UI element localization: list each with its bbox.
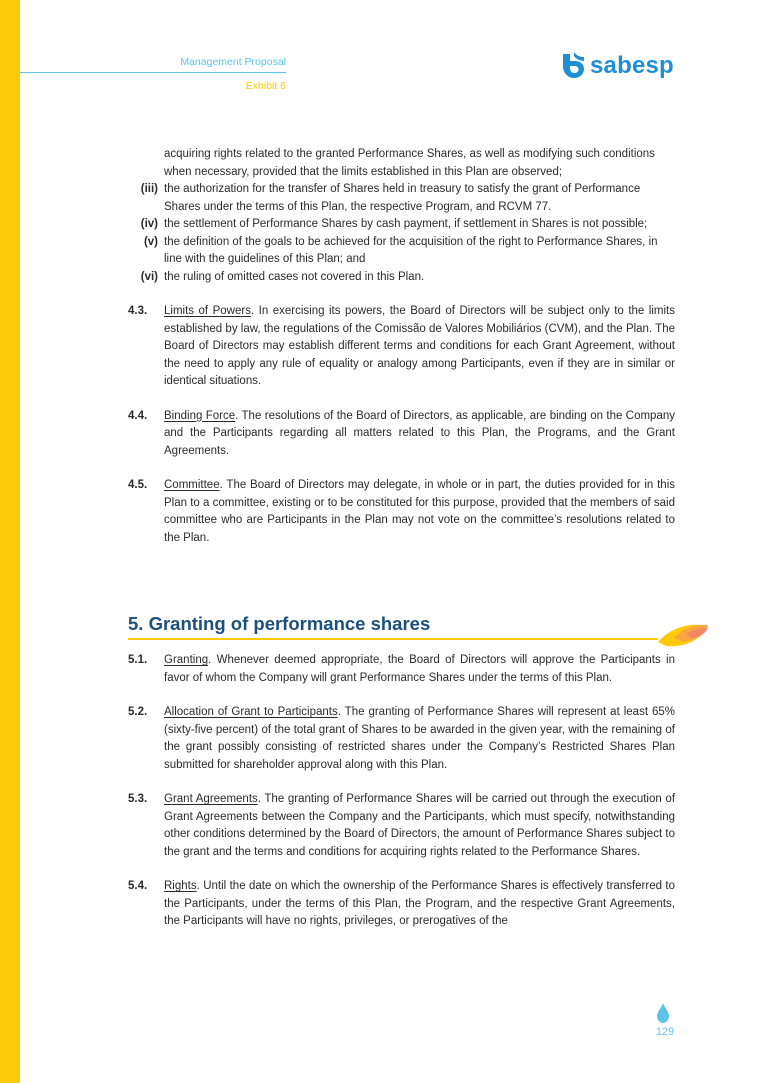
clause-4-4 [128, 408, 675, 461]
body-upper [128, 146, 675, 547]
list-item-number: (v) [143, 235, 158, 248]
clause-number: 4.4. [128, 409, 148, 422]
clause-heading: Rights [164, 880, 197, 892]
list-item [143, 234, 675, 269]
clause-number: 4.3. [128, 305, 148, 317]
clause-4-5 [128, 477, 675, 547]
sabesp-logo [560, 50, 674, 82]
clause-number: 5.4. [128, 880, 148, 892]
list-item-number: (iii) [140, 183, 158, 195]
header-subtitle: Exhibit 6 [245, 80, 286, 92]
clause-4-3 [128, 303, 675, 391]
list-item-text: the authorization for the transfer of Shares held in treasury to satisfy the grant of Performance Shares under the terms of this Plan, the respective Program, and RCVM 77. [164, 183, 641, 213]
water-drop-icon [656, 1003, 670, 1023]
section-divider [128, 638, 658, 640]
logo-text: sabesp [590, 52, 674, 79]
list-item [140, 269, 675, 287]
clause-heading: Limits of Powers [164, 305, 251, 317]
clause-body: . Until the date on which the ownership of the Performance Shares is effectively transferred to the Participants, under the terms of this Plan, the Program, and the respective Grant Agreements, the Participants will have no rights, privileges, or prerogatives of the [164, 880, 675, 927]
clause-number: 5.1. [128, 654, 148, 666]
continuation-text: acquiring rights related to the granted Performance Shares, as well as modifying such conditions when necessary, provided that the limits established in this Plan are observed; [164, 148, 655, 178]
clause-5-1 [128, 652, 675, 687]
list-item [140, 216, 675, 234]
clause-heading: Binding Force [164, 409, 236, 422]
header-divider [20, 72, 286, 73]
header-title: Management Proposal [180, 56, 286, 68]
list-item-text: the ruling of omitted cases not covered in this Plan. [164, 270, 425, 283]
clause-body: . The granting of Performance Shares will be carried out through the execution of Grant Agreements between the Company and the Participants, which must specify, notwithstanding other conditions determined by the Board of Directors, the amount of Performance Shares subject to the grant and the terms and conditions for acquiring rights related to the Performance Shares. [164, 793, 676, 858]
clause-5-2 [128, 704, 675, 774]
clause-body: . The resolutions of the Board of Directors, as applicable, are binding on the Company and the Participants regarding all matters related to this Plan, the Programs, and the Grant Agreements. [164, 409, 675, 457]
list-item [140, 181, 675, 216]
list-item-text: the definition of the goals to be achieved for the acquisition of the right to Performance Shares, in line with the guidelines of this Plan; and [164, 235, 658, 265]
clause-5-4 [128, 878, 675, 931]
clause-body: . The Board of Directors may delegate, in whole or in part, the duties provided for in this Plan to a committee, existing or to be constituted for this purpose, provided that the members of said committee who are Participants in the Plan may not vote on the committee’s resolutions related to the Plan. [164, 479, 675, 544]
clause-heading: Granting [164, 654, 209, 666]
decorative-leaf-icon [656, 620, 710, 650]
list-item-number: (vi) [140, 270, 158, 283]
clause-number: 4.5. [128, 479, 148, 491]
clause-5-3 [128, 791, 675, 861]
clause-heading: Grant Agreements [164, 793, 258, 805]
list-item-text: the settlement of Performance Shares by cash payment, if settlement in Shares is not possible; [164, 218, 648, 230]
clause-number: 5.2. [128, 706, 148, 718]
side-accent-bar [0, 0, 20, 1083]
clause-heading: Committee [164, 479, 220, 491]
roman-list [128, 181, 675, 286]
list-item-number: (iv) [140, 218, 158, 230]
clause-body: . Whenever deemed appropriate, the Board of Directors will approve the Participants in favor of whom the Company will grant Performance Shares under the terms of this Plan. [164, 654, 675, 684]
sabesp-logo-icon [560, 52, 586, 80]
body-section-5 [128, 652, 675, 931]
page-number: 129 [655, 1026, 675, 1038]
clause-body: . The granting of Performance Shares will represent at least 65% (sixty-five percent) of the total grant of Shares to be awarded in the given year, with the remaining of the grant possibly consisting of restricted shares under the Company’s Restricted Shares Plan submitted for shareholder approval along with this Plan. [164, 706, 675, 771]
clause-heading: Allocation of Grant to Participants [164, 706, 338, 718]
clause-body: . In exercising its powers, the Board of Directors will be subject only to the limits established by law, the regulations of the Comissão de Valores Mobiliários (CVM), and the Plan. The Board of Directors may establish different terms and conditions for each Grant Agreement, without the need to apply any rule of equality or analogy among Participants, even if they are in similar or identical situations. [164, 305, 675, 387]
section-5-title: 5. Granting of performance shares [128, 613, 431, 634]
clause-number: 5.3. [128, 793, 148, 805]
